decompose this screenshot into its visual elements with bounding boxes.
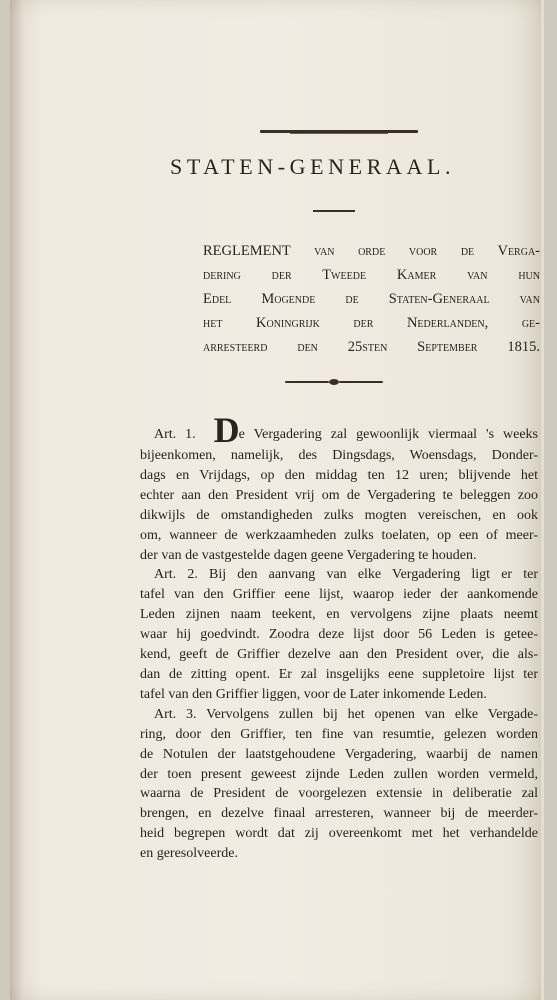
ornament-center [329,379,339,385]
article-3 [140,705,538,864]
title-underline [313,210,355,212]
drop-cap: D [213,410,239,450]
article-label: Art. 1. [154,427,196,442]
text-line: tafel van den Griffier eene lijst, waarop ieder der aankomende [140,587,538,603]
text-line: Leden zijnen naam teekent, en vervolgens zijne plaats neemt [140,607,538,623]
text-line: Art. 2. Bij den aanvang van elke Vergadering ligt er ter [154,567,538,583]
text-line: der van de vastgestelde dagen geene Vergadering te houden. [140,547,477,563]
page-title: STATEN-GENERAAL. [170,154,456,179]
text-line: tafel van den Griffier liggen, voor de Later inkomende Leden. [140,686,487,702]
text-line: ring, door den Griffier, ten fine van resumtie, gelezen worden [140,726,538,742]
book-page [10,0,542,1000]
text-line: heid begrepen wordt dat zij overeenkomt met het verhandelde [140,826,538,842]
article-2 [140,565,538,704]
text-line: dags en Vrijdags, op den middag ten 12 uren; blijvende het [140,467,538,483]
article-1-first-line [140,410,539,450]
text-line: de Notulen der laatstgehoudene Vergadering, waarbij de namen [140,746,538,762]
heading-line: Edel Mogende de Staten-Generaal van [203,291,540,307]
article-1 [140,410,539,565]
text-line: om, wanneer de werkzaamheden zulks toelaten, op een of meer- [140,527,538,543]
article-1-first-text: e Vergadering zal gewoonlijk viermaal 's weeks [238,427,539,442]
heading-line: dering der Tweede Kamer van hun [203,267,540,283]
ornament-divider [285,379,383,385]
text-line: waarna de President de voorgelezen extensie in deliberatie zal [140,786,538,802]
text-line: brengen, en dezelve finaal arresteren, wanneer bij de meerder- [140,806,538,822]
text-line: dikwijls de omstandigheden zulks mogten vereischen, en ook [140,507,538,523]
text-line: Art. 3. Vervolgens zullen bij het openen van elke Vergade- [154,706,538,722]
ornament-bar-left [285,381,329,383]
heading-line: het Koningrijk der Nederlanden, ge- [203,315,540,331]
body-text [140,410,539,864]
text-line: bijeenkomen, namelijk, des Dingsdags, Woensdags, Donder- [140,448,538,463]
heading-line: REGLEMENT van orde voor de Verga- [203,243,540,259]
text-line: waar hij goedvindt. Zoodra deze lijst door 56 Leden is getee- [140,627,538,643]
text-line: kend, geeft de Griffier dezelve aan den President over, die als- [140,647,538,663]
top-rule [260,130,418,133]
ornament-bar-right [339,381,383,383]
text-line: der toen present geweest zijnde Leden zullen worden vermeld, [140,766,538,782]
text-line: echter aan den President vrij om de Vergadering te beleggen zoo [140,487,538,503]
heading-line: arresteerd den 25sten September 1815. [203,339,540,355]
reglement-heading [203,239,540,359]
text-line: dan de zitting opent. Er zal insgelijks eene suppletoire lijst ter [140,666,538,682]
text-line: en geresolveerde. [140,846,238,862]
